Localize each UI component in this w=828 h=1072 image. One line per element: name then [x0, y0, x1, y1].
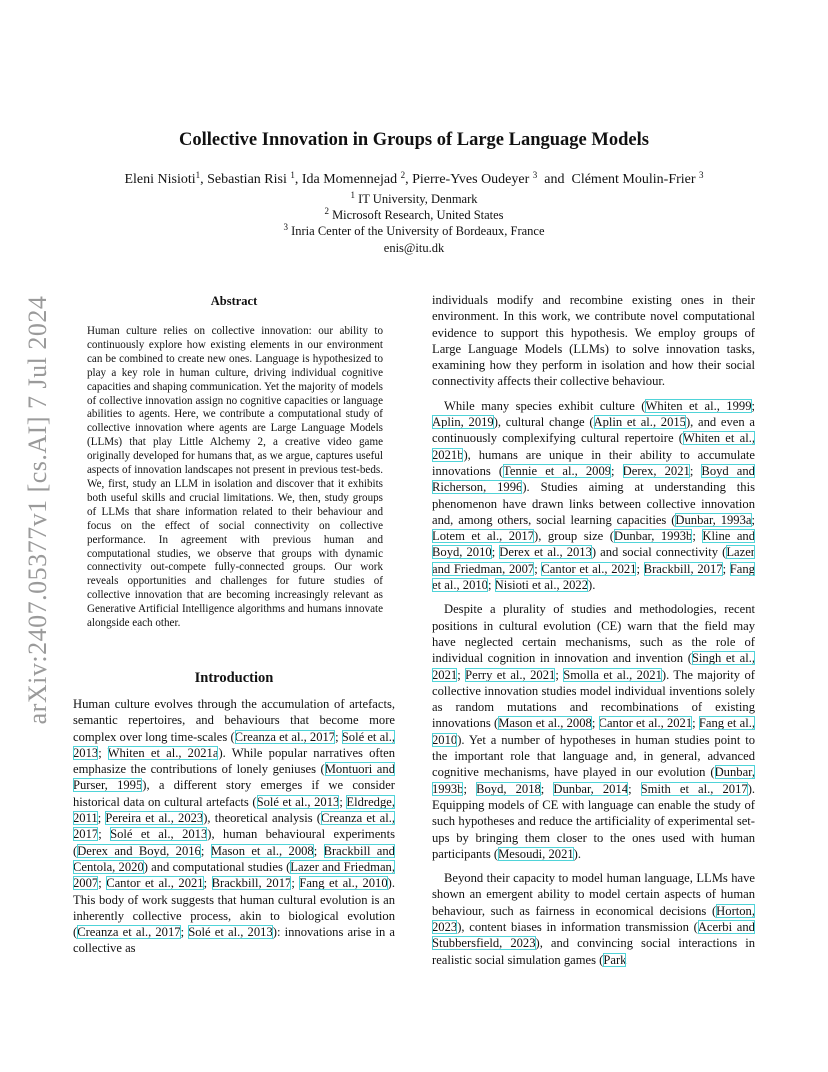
- citation-link[interactable]: Cantor et al., 2021: [106, 876, 204, 891]
- body-text: ), a different story emerges if we consider historical data on cultural artefacts (: [73, 778, 395, 809]
- body-text: ). While popular narratives often emphasize the contributions of lonely geniuses (: [73, 745, 395, 777]
- body-text: ;: [591, 716, 599, 731]
- body-text: ).: [573, 846, 581, 861]
- body-text: While many species exhibit culture (: [444, 398, 646, 413]
- citation-link[interactable]: Solé et al., 2013: [188, 925, 273, 940]
- citation-link[interactable]: Montuori and Purser, 1995: [73, 762, 395, 793]
- citation-link[interactable]: Solé et al., 2013: [256, 794, 340, 809]
- body-text: ;: [692, 716, 699, 731]
- affil-text: Inria Center of the University of Bordeaux, France: [287, 224, 545, 238]
- paper-title: Collective Innovation in Groups of Large Language Models: [179, 130, 649, 150]
- body-text: ;: [751, 398, 755, 413]
- body-text: ;: [203, 876, 212, 891]
- author-affil-mark: 3: [699, 170, 704, 180]
- arxiv-stamp: [18, 295, 58, 725]
- affil-text: Microsoft Research, United States: [328, 208, 504, 222]
- body-text: Human culture evolves through the accumulation of artefacts, semantic repertoires, and behaviours that become more complex over long time-scales (: [73, 697, 395, 744]
- citation-link[interactable]: Mesoudi, 2021: [498, 846, 574, 861]
- author-affil-mark: 2: [400, 170, 406, 180]
- citation-link[interactable]: Aplin et al., 2015: [593, 415, 686, 430]
- body-text: ;: [463, 781, 477, 796]
- body-text: ), content biases in information transmission (: [457, 919, 698, 934]
- citation-link[interactable]: Dunbar, 1993b: [613, 529, 693, 544]
- body-text: ;: [540, 781, 554, 796]
- citation-link[interactable]: Horton, 2023: [432, 903, 755, 934]
- body-text: ). Yet a number of hypotheses in human studies point to the important role that language and, in general, advanced cognitive mechanisms, have played in our evolution (: [432, 732, 755, 780]
- citation-link[interactable]: Kline and Boyd, 2010: [432, 529, 756, 560]
- body-text: ;: [689, 463, 702, 478]
- citation-link[interactable]: Aplin, 2019: [432, 415, 494, 430]
- author-affil-mark: 3: [532, 170, 538, 180]
- body-text: ;: [98, 827, 111, 842]
- citation-link[interactable]: Solé et al., 2013: [73, 729, 395, 760]
- citation-link[interactable]: Cantor et al., 2021: [541, 561, 637, 576]
- body-text: ;: [636, 561, 644, 576]
- author-name: , Ida Momennejad: [294, 172, 401, 187]
- citation-link[interactable]: Creanza et al., 2017: [77, 925, 181, 940]
- author-email: enis@itu.dk: [383, 241, 445, 255]
- affil-mark: 2: [324, 206, 329, 216]
- citation-link[interactable]: Dunbar, 1993b: [432, 765, 755, 796]
- citation-link[interactable]: Fang et al., 2010: [432, 561, 755, 593]
- citation-link[interactable]: Fang et al., 2010: [432, 716, 755, 747]
- body-text: ;: [98, 876, 107, 891]
- body-text: ) and computational studies (: [143, 859, 291, 874]
- body-text: ;: [611, 463, 623, 478]
- citation-link[interactable]: Cantor et al., 2021: [598, 716, 693, 731]
- body-text: ). This body of work suggests that human cultural evolution is an inherently collective process, akin to biological evolution (: [73, 876, 395, 940]
- body-text: ), and even a continuously complexifying cultural repertoire (: [432, 415, 755, 446]
- body-text: ;: [313, 843, 324, 858]
- body-text: ). Equipping models of CE with language can enable the study of such hypotheses and reduce the artificiality of experimental set-ups by bringing them closer to the ones used with human participants (: [432, 781, 756, 861]
- body-text: ;: [335, 729, 342, 744]
- author-name: , Pierre-Yves Oudeyer: [405, 172, 533, 187]
- body-text: ), cultural change (: [493, 415, 594, 430]
- citation-link[interactable]: Tennie et al., 2009: [503, 463, 612, 478]
- body-text: ;: [555, 667, 564, 682]
- body-text: ). Studies aiming at understanding this phenomenon have drawn links between collective innovation and, among others, social learning capacities (: [432, 480, 755, 527]
- body-text: ), humans are unique in their ability to accumulate innovations (: [432, 447, 755, 478]
- citation-link[interactable]: Whiten et al., 2021a: [107, 745, 219, 760]
- citation-link[interactable]: Nisioti et al., 2022: [494, 578, 589, 593]
- citation-link[interactable]: Whiten et al., 1999: [645, 398, 752, 413]
- citation-link[interactable]: Creanza et al., 2017: [73, 811, 395, 842]
- author-name: and Clément Moulin-Frier: [537, 172, 700, 187]
- body-text: ;: [200, 843, 211, 858]
- intro-paragraph-4: [432, 870, 755, 968]
- affiliation-1: [0, 192, 828, 207]
- abstract-heading: Abstract: [210, 294, 258, 308]
- body-text: ;: [487, 578, 495, 593]
- body-text: ;: [457, 667, 466, 682]
- intro-right-column: [432, 292, 755, 976]
- body-text: ). The majority of collective innovation studies model individual inventions solely as random mutations and recombinations of existing innovations (: [432, 667, 755, 731]
- author-name: Eleni Nisioti: [124, 172, 196, 187]
- body-text: ;: [291, 876, 300, 891]
- citation-link[interactable]: Dunbar, 2014: [553, 781, 629, 796]
- body-text: ;: [97, 811, 106, 826]
- citation-link[interactable]: Pereira et al., 2023: [105, 811, 204, 826]
- intro-paragraph-3: [432, 601, 755, 862]
- citation-link[interactable]: Acerbi and Stubbersfield, 2023: [432, 919, 755, 951]
- author-name: , Sebastian Risi: [200, 172, 291, 187]
- body-text: ): innovations arise in a collective as: [73, 925, 395, 956]
- body-text: ;: [751, 512, 755, 527]
- intro-paragraph-1: [73, 696, 395, 957]
- body-text: ), theoretical analysis (: [203, 811, 321, 826]
- citation-link[interactable]: Derex et al., 2013: [499, 545, 592, 560]
- citation-link[interactable]: Derex, 2021: [622, 463, 690, 478]
- body-text: Beyond their capacity to model human language, LLMs have shown an emergent ability to model certain aspects of human behaviour, such as fairness in economical decisions (: [432, 871, 755, 918]
- affil-mark: 1: [350, 190, 355, 200]
- author-affil-mark: 1: [195, 170, 201, 180]
- author-list: [0, 172, 828, 188]
- citation-link[interactable]: Fang et al., 2010: [299, 876, 388, 891]
- body-text: ), and convincing social interactions in realistic social simulation games (: [432, 936, 755, 967]
- citation-link[interactable]: Boyd, 2018: [476, 781, 541, 796]
- abstract-text: Human culture relies on collective innovation: our ability to continuously explore how existing elements in our environment can be combined to create new ones. Language is hypothesized to play a key role in human culture, driving individual cognitive capacities and shaping communication. Yet the majority of models of collective innovation assign no cognitive capacities or language abilities to agents. Here, we contribute a computational study of collective innovation where agents are Large Language Models (LLMs) that play Little Alchemy 2, a creative video game originally developed for humans that, as we argue, captures useful aspects of innovation landscapes not present in previous test-beds. We, first, study an LLM in isolation and discover that it exhibits both useful skills and crucial limitations. We, then, study groups of LLMs that share information related to their behaviour and focus on the effect of social connectivity on collective performance. In agreement with previous human and computational studies, we observe that groups with dynamic connectivity out-compete fully-connected groups. Our work reveals opportunities and challenges for future studies of collective innovation that are becoming increasingly relevant as Generative Artificial Intelligence algorithms and humans innovate alongside each other.: [87, 325, 383, 630]
- body-text: ;: [339, 794, 347, 809]
- citation-link[interactable]: Eldredge, 2011: [73, 794, 395, 826]
- citation-link[interactable]: Brackbill and Centola, 2020: [73, 843, 395, 874]
- citation-link[interactable]: Lazer and Friedman, 2007: [432, 545, 755, 576]
- body-text: ;: [98, 745, 108, 760]
- citation-link[interactable]: Lazer and Friedman, 2007: [73, 859, 395, 891]
- intro-left-column: [73, 696, 395, 957]
- body-text: ), group size (: [534, 529, 614, 544]
- citation-link[interactable]: Creanza et al., 2017: [234, 729, 336, 744]
- citation-link[interactable]: Mason et al., 2008: [210, 843, 314, 858]
- introduction-heading: Introduction: [194, 670, 274, 686]
- citation-link[interactable]: Derex and Boyd, 2016: [77, 843, 201, 858]
- citation-link[interactable]: Park: [603, 952, 627, 967]
- body-text: ).: [588, 578, 596, 593]
- body-text: ;: [180, 925, 189, 940]
- citation-link[interactable]: Dunbar, 1993a: [675, 512, 752, 527]
- citation-link[interactable]: Mason et al., 2008: [498, 716, 592, 731]
- intro-paragraph-2: [432, 398, 755, 594]
- citation-link[interactable]: Whiten et al., 2021b: [432, 431, 755, 462]
- citation-link[interactable]: Singh et al., 2021: [432, 651, 755, 682]
- affiliation-3: [0, 224, 828, 239]
- affil-mark: 3: [283, 222, 288, 232]
- author-affil-mark: 1: [290, 170, 295, 180]
- body-text: ;: [534, 561, 542, 576]
- body-text: ;: [722, 561, 730, 576]
- intro-paragraph-1-cont: individuals modify and recombine existing ones in their environment. In this work, we contribute novel computational evidence to support this hypothesis. We employ groups of Large Language Models (LLMs) to solve innovation tasks, examining how they perform in isolation and how their social connectivity affects their collective behaviour.: [432, 293, 755, 389]
- citation-link[interactable]: Solé et al., 2013: [110, 827, 208, 842]
- citation-link[interactable]: Perry et al., 2021: [465, 667, 556, 682]
- arxiv-identifier: arXiv:2407.05377v1 [cs.AI] 7 Jul 2024: [23, 295, 52, 725]
- body-text: ), human behavioural experiments (: [73, 827, 396, 858]
- affiliation-2: [0, 208, 828, 223]
- citation-link[interactable]: Lotem et al., 2017: [432, 529, 534, 544]
- body-text: ;: [628, 781, 641, 796]
- body-text: ) and social connectivity (: [591, 545, 727, 560]
- affil-text: IT University, Denmark: [354, 192, 478, 206]
- citation-link[interactable]: Boyd and Richerson, 1996: [432, 463, 755, 495]
- citation-link[interactable]: Smith et al., 2017: [640, 781, 748, 796]
- citation-link[interactable]: Smolla et al., 2021: [563, 667, 662, 682]
- body-text: Despite a plurality of studies and methodologies, recent positions in cultural evolution (CE) warn that the field may have neglected certain mechanisms, such as the role of individual cognition in innovation and invention (: [432, 602, 755, 666]
- body-text: ;: [491, 545, 500, 560]
- body-text: ;: [692, 529, 703, 544]
- citation-link[interactable]: Brackbill, 2017: [211, 876, 292, 891]
- citation-link[interactable]: Brackbill, 2017: [643, 561, 723, 576]
